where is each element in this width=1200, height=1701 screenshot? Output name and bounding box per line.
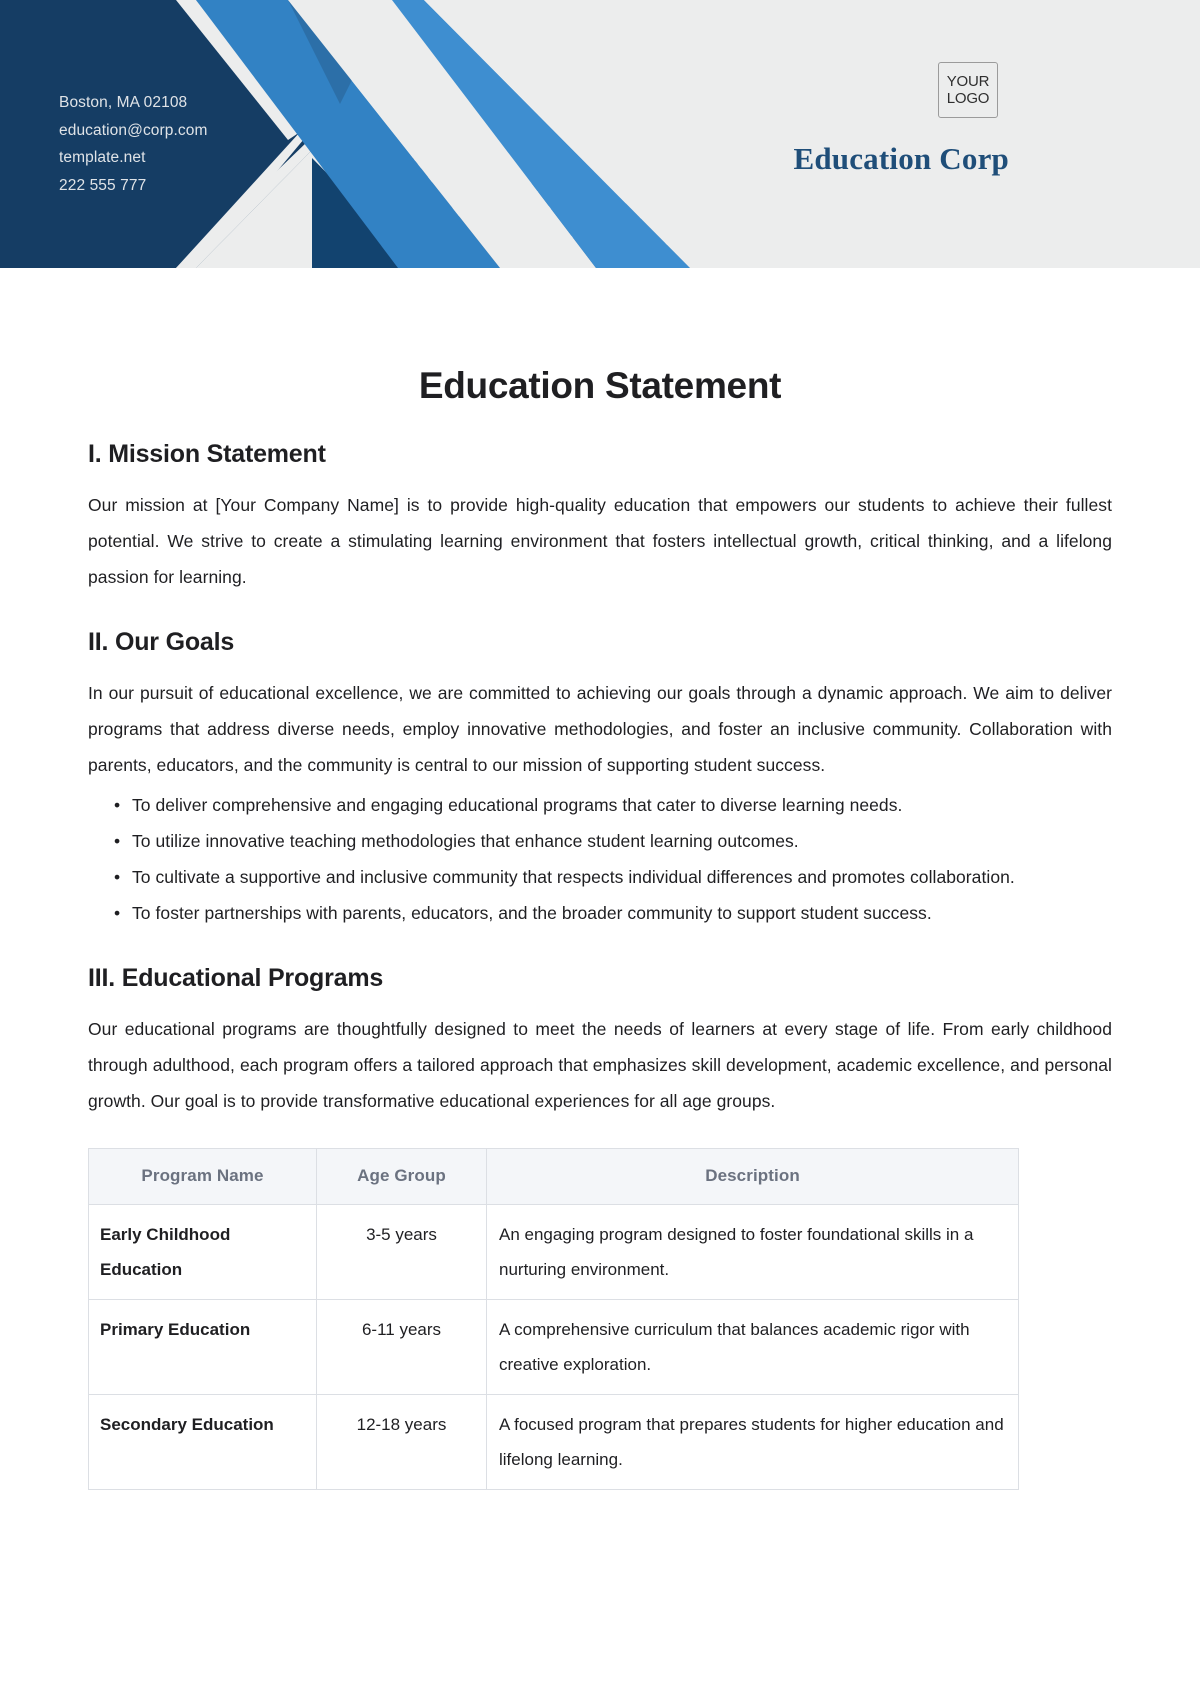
cell-description: A comprehensive curriculum that balances academic rigor with creative exploration. [487,1300,1019,1395]
contact-phone: 222 555 777 [59,176,147,194]
column-header-description: Description [487,1149,1019,1205]
section-heading-programs: III. Educational Programs [88,964,384,993]
cell-program-name: Secondary Education [89,1395,317,1490]
section-heading-mission: I. Mission Statement [88,439,326,468]
list-item: • To utilize innovative teaching methodologies that enhance student learning outcomes. [114,823,1112,859]
list-item: • To cultivate a supportive and inclusive community that respects individual differences and promotes collaboration. [114,859,1112,895]
column-header-age-group: Age Group [317,1149,487,1205]
cell-description: An engaging program designed to foster foundational skills in a nurturing environment. [487,1205,1019,1300]
contact-website: template.net [59,149,146,166]
table-header-row [89,1149,1019,1205]
table-body [89,1205,1019,1490]
table-row [89,1395,1019,1490]
table-row [89,1205,1019,1300]
cell-age-group: 3-5 years [317,1205,487,1300]
document-header [0,0,1200,268]
table-header [89,1149,1019,1205]
company-name: Education Corp [793,141,1009,176]
logo-line-2: LOGO [946,90,990,107]
cell-program-name: Primary Education [89,1300,317,1395]
document-body [0,268,1200,1490]
cell-age-group: 6-11 years [317,1300,487,1395]
page-title: Education Statement [418,365,782,406]
contact-info [59,89,208,199]
section-heading-goals: II. Our Goals [88,627,235,656]
logo-placeholder [938,62,998,118]
cell-program-name: Early Childhood Education [89,1205,317,1300]
table-row [89,1300,1019,1395]
cell-description: A focused program that prepares students for higher education and lifelong learning. [487,1395,1019,1490]
list-item: • To foster partnerships with parents, educators, and the broader community to support student success. [114,895,1112,931]
contact-address: Boston, MA 02108 [59,94,188,111]
cell-age-group: 12-18 years [317,1395,487,1490]
section-paragraph-programs: Our educational programs are thoughtfully designed to meet the needs of learners at every stage of life. From early childhood through adulthood, each program offers a tailored approach that emphasizes skill development, academic excellence, and personal growth. Our goal is to provide transformative educational experiences for all age groups. [88,1019,1112,1112]
section-paragraph-mission: Our mission at [Your Company Name] is to provide high-quality education that empowers our students to achieve their fullest potential. We strive to create a stimulating learning environment that fosters intellectual growth, critical thinking, and a lifelong passion for learning. [88,494,1112,587]
list-item: • To deliver comprehensive and engaging educational programs that cater to diverse learning needs. [114,787,1112,823]
programs-table [88,1148,1019,1490]
section-paragraph-goals: In our pursuit of educational excellence, we are committed to achieving our goals through a dynamic approach. We aim to deliver programs that address diverse needs, employ innovative methodologies, and foster an inclusive community. Collaboration with parents, educators, and the community is central to our mission of supporting student success. [88,683,1112,776]
goals-list [88,787,1112,931]
logo-line-1: YOUR [946,73,990,90]
contact-email: education@corp.com [59,121,208,139]
column-header-program-name: Program Name [89,1149,317,1205]
